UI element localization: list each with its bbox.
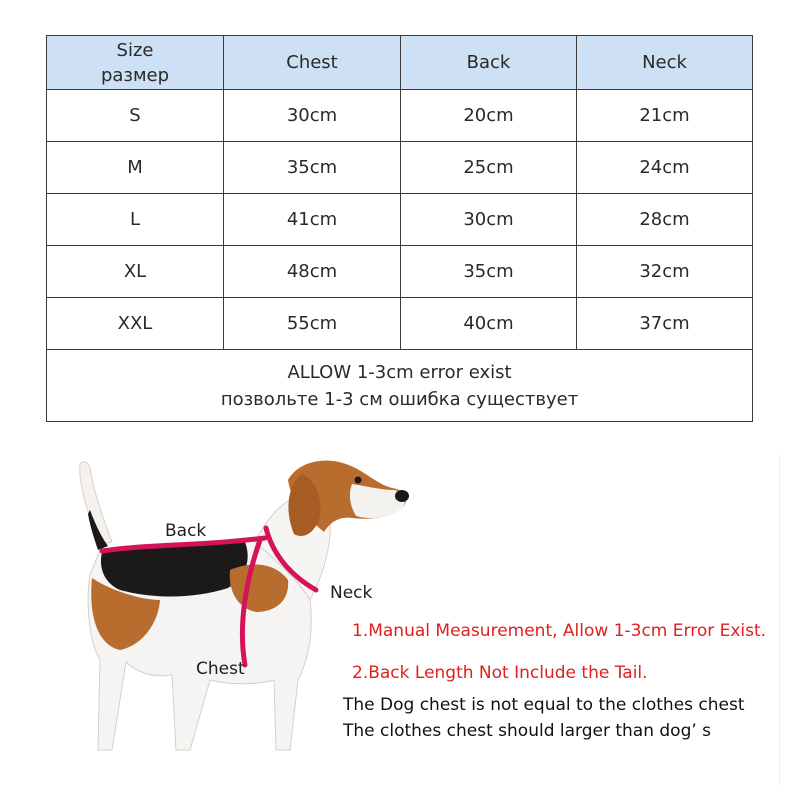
neck-cell: 24cm: [577, 142, 753, 194]
back-label: Back: [165, 521, 207, 541]
note-clothes-chest: The clothes chest should larger than dog’ s: [343, 721, 712, 741]
header-chest: Chest: [224, 36, 401, 90]
neck-cell: 37cm: [577, 298, 753, 350]
chest-label: Chest: [196, 659, 245, 679]
table-header-row: [47, 36, 753, 90]
neck-label: Neck: [330, 583, 373, 603]
back-cell: 40cm: [401, 298, 577, 350]
tolerance-note-ru: позвольте 1-3 см ошибка существует: [220, 388, 579, 410]
neck-cell: 21cm: [577, 90, 753, 142]
tolerance-note-row: [47, 350, 753, 422]
tolerance-note: [47, 350, 753, 422]
tolerance-note-en: ALLOW 1-3cm error exist: [287, 361, 512, 383]
table-row: [47, 194, 753, 246]
dog-nose: [395, 490, 409, 502]
neck-cell: 28cm: [577, 194, 753, 246]
note-back-length: 2.Back Length Not Include the Tail.: [352, 663, 648, 683]
back-cell: 25cm: [401, 142, 577, 194]
back-cell: 35cm: [401, 246, 577, 298]
header-back: Back: [401, 36, 577, 90]
note-manual-measurement: 1.Manual Measurement, Allow 1-3cm Error Exist.: [352, 621, 767, 641]
note-dog-chest: The Dog chest is not equal to the clothes chest: [343, 695, 745, 715]
table-row: [47, 90, 753, 142]
table-row: [47, 142, 753, 194]
neck-cell: 32cm: [577, 246, 753, 298]
header-neck: Neck: [577, 36, 753, 90]
size-chart-table: [46, 35, 753, 422]
chest-cell: 30cm: [224, 90, 401, 142]
chest-cell: 41cm: [224, 194, 401, 246]
chest-cell: 48cm: [224, 246, 401, 298]
size-cell: XL: [47, 246, 224, 298]
size-cell: M: [47, 142, 224, 194]
size-cell: XXL: [47, 298, 224, 350]
back-cell: 30cm: [401, 194, 577, 246]
table-row: [47, 298, 753, 350]
table-row: [47, 246, 753, 298]
image-edge-line: [779, 455, 780, 785]
size-cell: L: [47, 194, 224, 246]
chest-cell: 55cm: [224, 298, 401, 350]
size-cell: S: [47, 90, 224, 142]
chest-cell: 35cm: [224, 142, 401, 194]
header-size-ru: размер: [100, 64, 170, 86]
dog-eye: [355, 477, 362, 484]
back-cell: 20cm: [401, 90, 577, 142]
header-size: [47, 36, 224, 90]
header-size-en: Size: [116, 39, 154, 61]
